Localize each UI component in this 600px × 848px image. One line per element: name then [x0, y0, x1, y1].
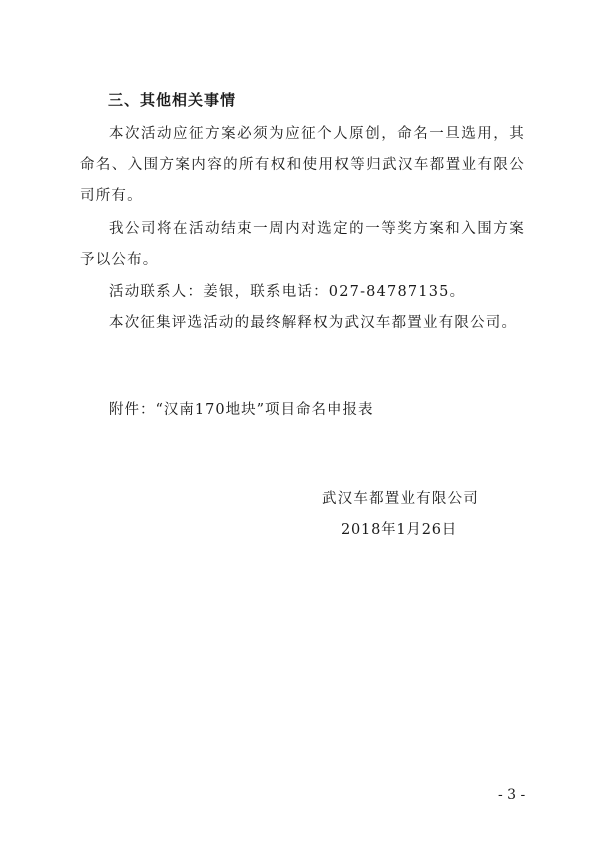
paragraph-announcement: 我公司将在活动结束一周内对选定的一等奖方案和入围方案予以公布。 [80, 221, 525, 268]
attachment-line: 附件：“汉南170地块”项目命名申报表 [109, 402, 374, 418]
page-number: - 3 - [498, 787, 526, 803]
signature-date: 2018年1月26日 [341, 522, 458, 538]
section-heading: 三、其他相关事情 [108, 91, 237, 109]
paragraph-originality: 本次活动应征方案必须为应征个人原创，命名一旦选用，其命名、入围方案内容的所有权和使用权等归武汉车都置业有限公司所有。 [80, 126, 525, 204]
paragraph-contact: 活动联系人：姜银，联系电话：027-84787135。 [109, 284, 466, 300]
signature-company: 武汉车都置业有限公司 [322, 491, 479, 507]
paragraph-interpretation: 本次征集评选活动的最终解释权为武汉车都置业有限公司。 [109, 315, 518, 331]
